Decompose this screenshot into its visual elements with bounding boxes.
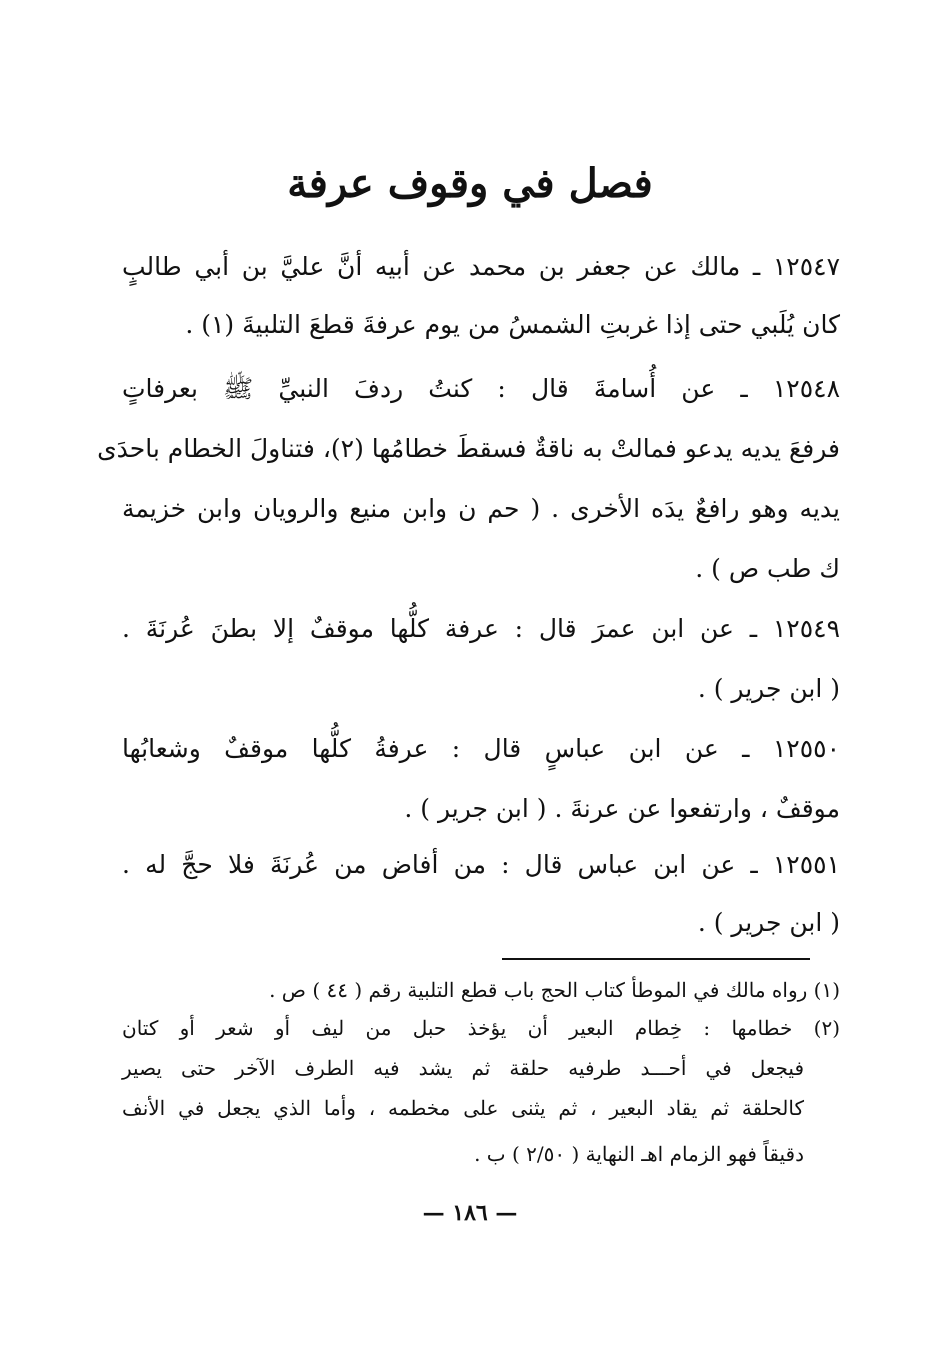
body-line: ١٢٥٤٩ ـ عن ابن عمرَ قال : عرفة كلُّها موقفٌ إلا بطنَ عُرنَةَ . [122,614,840,643]
body-line: ١٢٥٥١ ـ عن ابن عباس قال : من أفاض من عُرنَةَ فلا حجَّ له . [122,850,840,879]
chapter-title: فصل في وقوف عرفة [287,160,653,207]
body-line: ك طب ص ) . [695,554,840,583]
footnote-line: دقيقاً فهو الزمام اهـ النهاية ( ٢/٥٠ ) ب . [474,1142,804,1166]
page-number: — ١٨٦ — [422,1200,518,1226]
footnote-line: كالحلقة ثم يقاد البعير ، ثم يثنى على مخطمه ، وأما الذي يجعل في الأنف [122,1096,804,1120]
footnote-separator [502,958,810,960]
body-line: ١٢٥٤٧ ـ مالك عن جعفر بن محمد عن أبيه أنَّ عليَّ بن أبي طالبٍ [122,252,840,281]
footnote-line: (١) رواه مالك في الموطأ كتاب الحج باب قطع التلبية رقم ( ٤٤ ) ص . [269,978,840,1002]
body-line: ( ابن جرير ) . [697,674,840,703]
body-line: فرفعَ يديه يدعو فمالتْ به ناقةٌ فسقطَ خطامُها (٢)، فتناولَ الخطام باحدَى [97,434,840,463]
body-line: ١٢٥٤٨ ـ عن أُسامةَ قال : كنتُ ردفَ النبيِّ ﷺ بعرفاتٍ [122,374,840,403]
body-line: ١٢٥٥٠ ـ عن ابن عباسٍ قال : عرفةُ كلُّها موقفٌ وشعابُها [122,734,840,763]
footnote-line: (٢) خطامها : خِطام البعير أن يؤخذ حبل من ليف أو شعر أو كتان [122,1016,840,1040]
body-line: يديه وهو رافعٌ يدَه الأخرى . ( حم ن وابن منيع والرويان وابن خزيمة [122,494,840,523]
body-line: ( ابن جرير ) . [697,908,840,937]
body-line: كان يُلَبي حتى إذا غربتِ الشمسُ من يوم عرفةَ قطعَ التلبيةَ (١) . [185,310,840,339]
body-line: موقفٌ ، وارتفعوا عن عرنةَ . ( ابن جرير ) . [404,794,840,823]
footnote-line: فيجعل في أحـــد طرفيه حلقة ثم يشد فيه الطرف الآخر حتى يصير [122,1056,804,1080]
